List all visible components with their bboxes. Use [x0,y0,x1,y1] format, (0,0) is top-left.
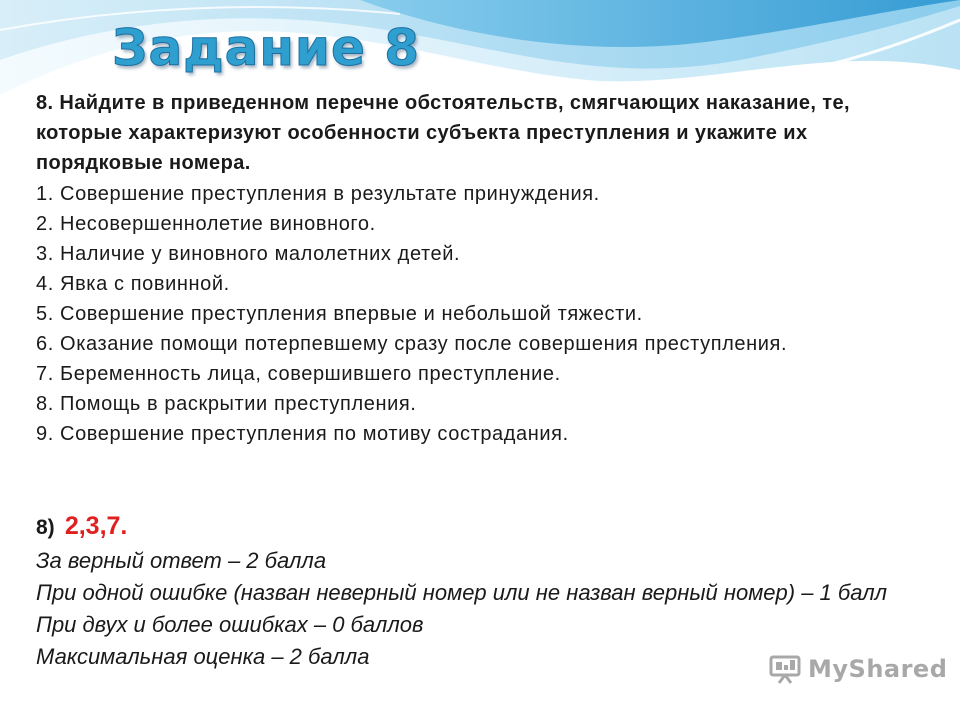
option-item: 7. Беременность лица, совершившего преступление. [36,363,561,385]
answer-block [36,510,916,673]
task-question: 8. Найдите в приведенном перечне обстоятельств, смягчающих наказание, те, которые характеризуют особенности субъекта преступления и укажите их порядковые номера. [36,92,850,174]
scoring-line: Максимальная оценка – 2 балла [36,644,370,669]
scoring-line: При одной ошибке (назван неверный номер или не назван верный номер) – 1 балл [36,580,888,605]
task-block [36,88,916,449]
option-item: 1. Совершение преступления в результате принуждения. [36,183,600,205]
option-item: 8. Помощь в раскрытии преступления. [36,393,417,415]
answer-value: 2,3,7. [64,512,128,540]
watermark [768,654,947,684]
option-item: 6. Оказание помощи потерпевшему сразу после совершения преступления. [36,333,788,355]
option-item: 2. Несовершеннолетие виновного. [36,213,376,235]
option-item: 4. Явка с повинной. [36,273,230,295]
option-item: 5. Совершение преступления впервые и небольшой тяжести. [36,303,643,325]
option-item: 9. Совершение преступления по мотиву сострадания. [36,423,569,445]
answer-number: 8) [36,516,55,539]
watermark-text: MyShared [808,655,948,683]
scoring-line: За верный ответ – 2 балла [36,548,327,573]
slide-title: Задание 8 [112,19,421,77]
presentation-board-icon [768,654,802,684]
answer-line [36,510,916,544]
options-list [36,179,916,449]
scoring-line: При двух и более ошибках – 0 баллов [36,612,424,637]
option-item: 3. Наличие у виновного малолетних детей. [36,243,461,265]
